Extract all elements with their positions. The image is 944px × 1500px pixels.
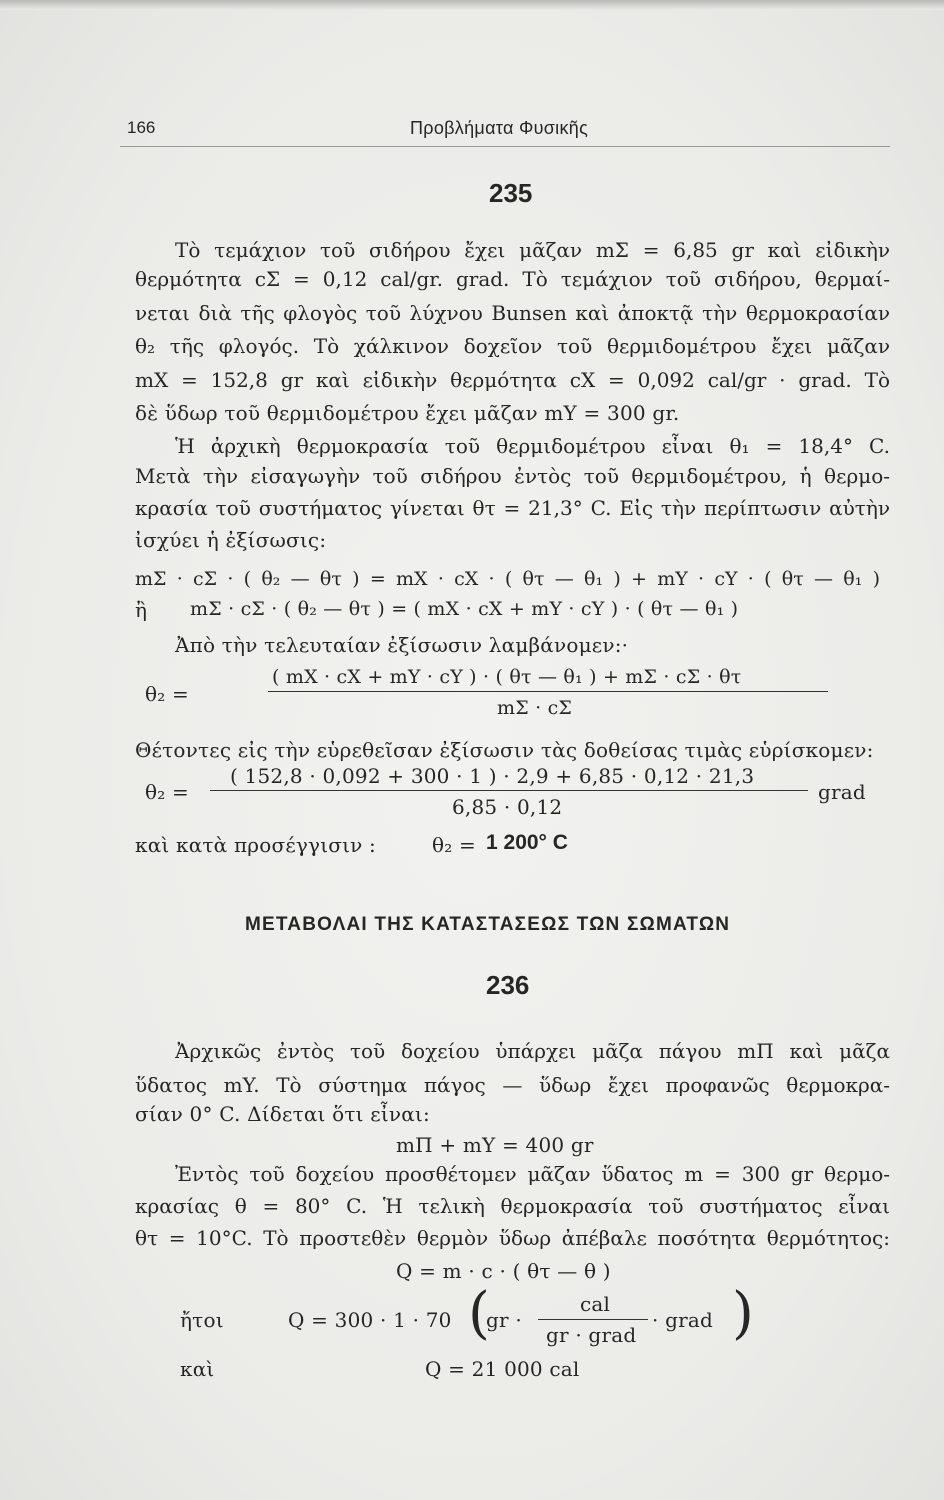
formula-1-denominator: mΣ · cΣ [497,697,573,719]
p235-line-4: θ₂ τῆς φλογός. Τὸ χάλκινον δοχεῖον τοῦ θερμιδομέτρου ἔχει μᾶζαν [135,334,890,358]
formula-2-bar [210,790,808,791]
formula-2-unit: grad [818,780,866,804]
p236-equation-3-unit-b: · grad [652,1308,714,1332]
p236-equation-3-prefix: ἤτοι [180,1308,224,1332]
p235-line-3: νεται διὰ τῆς φλογὸς τοῦ λύχνου Bunsen καὶ ἀποκτᾷ τὴν θερμοκρασίαν [135,301,890,325]
approximation-lhs: θ₂ = [432,833,476,857]
p235-line-8: Μετὰ τὴν εἰσαγωγὴν τοῦ σιδήρου ἐντὸς τοῦ θερμιδομέτρου, ἡ θερμο- [135,464,890,488]
running-title: Προβλήματα Φυσικῆς [410,118,589,138]
equation-2: mΣ · cΣ · ( θ₂ — θτ ) = ( mX · cX + mY · cY ) · ( θτ — θ₁ ) [190,598,739,620]
p235-line-6: δὲ ὕδωρ τοῦ θερμιδομέτρου ἔχει μᾶζαν mY = 300 gr. [135,401,680,425]
formula-2-denominator: 6,85 · 0,12 [452,795,563,819]
formula-1-bar [268,691,828,692]
page-number: 166 [127,118,156,137]
p236-line-5: κρασίας θ = 80° C. Ἡ τελικὴ θερμοκρασία τοῦ συστήματος εἶναι [135,1194,890,1218]
formula-2-numerator: ( 152,8 · 0,092 + 300 · 1 ) · 2,9 + 6,85 · 0,12 · 21,3 [230,764,755,788]
p235-line-9: κρασία τοῦ συστήματος γίνεται θτ = 21,3° C. Εἰς τὴν περίπτωσιν αὐτὴν [135,496,890,520]
problem-number-236: 236 [486,970,530,1000]
from-last-equation: Ἀπὸ τὴν τελευταίαν ἐξίσωσιν λαμβάνομεν:· [175,633,629,657]
header-rule [120,146,890,147]
page-top-edge [0,0,944,10]
p236-equation-3-unit-a: gr · [486,1308,522,1332]
p236-equation-3-frac-bar [538,1319,648,1320]
p235-line-1: Τὸ τεμάχιον τοῦ σιδήρου ἔχει μᾶζαν mΣ = 6,85 gr καὶ εἰδικὴν [175,238,890,262]
p235-line-2: θερμότητα cΣ = 0,12 cal/gr. grad. Τὸ τεμάχιον τοῦ σιδήρου, θερμαί- [135,267,890,291]
p235-line-5: mX = 152,8 gr καὶ εἰδικὴν θερμότητα cX = 0,092 cal/gr · grad. Τὸ [135,368,890,392]
p235-line-10: ἰσχύει ἡ ἐξίσωσις: [135,528,327,552]
formula-2-lhs: θ₂ = [145,780,189,804]
right-paren-glyph: ) [732,1281,754,1346]
left-paren-glyph: ( [468,1281,490,1346]
p236-line-2: ὕδατος mY. Τὸ σύστημα πάγος — ὕδωρ ἔχει προφανῶς θερμοκρα- [135,1073,890,1097]
approximation-label: καὶ κατὰ προσέγγισιν : [135,833,376,857]
p236-equation-3-frac-num: cal [580,1292,611,1316]
section-title: ΜΕΤΑΒΟΛΑΙ ΤΗΣ ΚΑΤΑΣΤΑΣΕΩΣ ΤΩΝ ΣΩΜΑΤΩΝ [245,914,731,935]
formula-1-numerator: ( mX · cX + mY · cY ) · ( θτ — θ₁ ) + mΣ · cΣ · θτ [272,666,742,688]
equation-1: mΣ · cΣ · ( θ₂ — θτ ) = mX · cX · ( θτ — θ₁ ) + mY · cY · ( θτ — θ₁ ) [135,568,880,590]
p235-line-7: Ἡ ἀρχικὴ θερμοκρασία τοῦ θερμιδομέτρου εἶναι θ₁ = 18,4° C. [175,434,890,458]
p236-equation-3-lhs: Q = 300 · 1 · 70 [288,1308,452,1332]
p236-line-1: Ἀρχικῶς ἐντὸς τοῦ δοχείου ὑπάρχει μᾶζα πάγου mΠ καὶ μᾶζα [175,1039,890,1063]
p236-line-6: θτ = 10°C. Τὸ προστεθὲν θερμὸν ὕδωρ ἀπέβαλε ποσότητα θερμότητος: [135,1226,890,1250]
p236-equation-2: Q = m · c · ( θτ — θ ) [396,1259,611,1283]
substituting-line: Θέτοντες εἰς τὴν εὑρεθεῖσαν ἐξίσωσιν τὰς δοθείσας τιμὰς εὑρίσκομεν: [135,738,874,762]
p236-equation-1: mΠ + mY = 400 gr [396,1133,594,1157]
formula-1-lhs: θ₂ = [145,682,189,706]
p236-line-4: Ἐντὸς τοῦ δοχείου προσθέτομεν μᾶζαν ὕδατος m = 300 gr θερμο- [175,1162,890,1186]
problem-number-235: 235 [489,178,533,208]
p236-line-3: σίαν 0° C. Δίδεται ὅτι εἶναι: [135,1102,430,1126]
p236-equation-4: Q = 21 000 cal [425,1357,580,1381]
equation-2-prefix: ἢ [135,598,148,622]
approximation-value: 1 200° C [486,831,568,854]
p236-equation-4-prefix: καὶ [180,1357,215,1381]
p236-equation-3-frac-den: gr · grad [546,1323,637,1347]
